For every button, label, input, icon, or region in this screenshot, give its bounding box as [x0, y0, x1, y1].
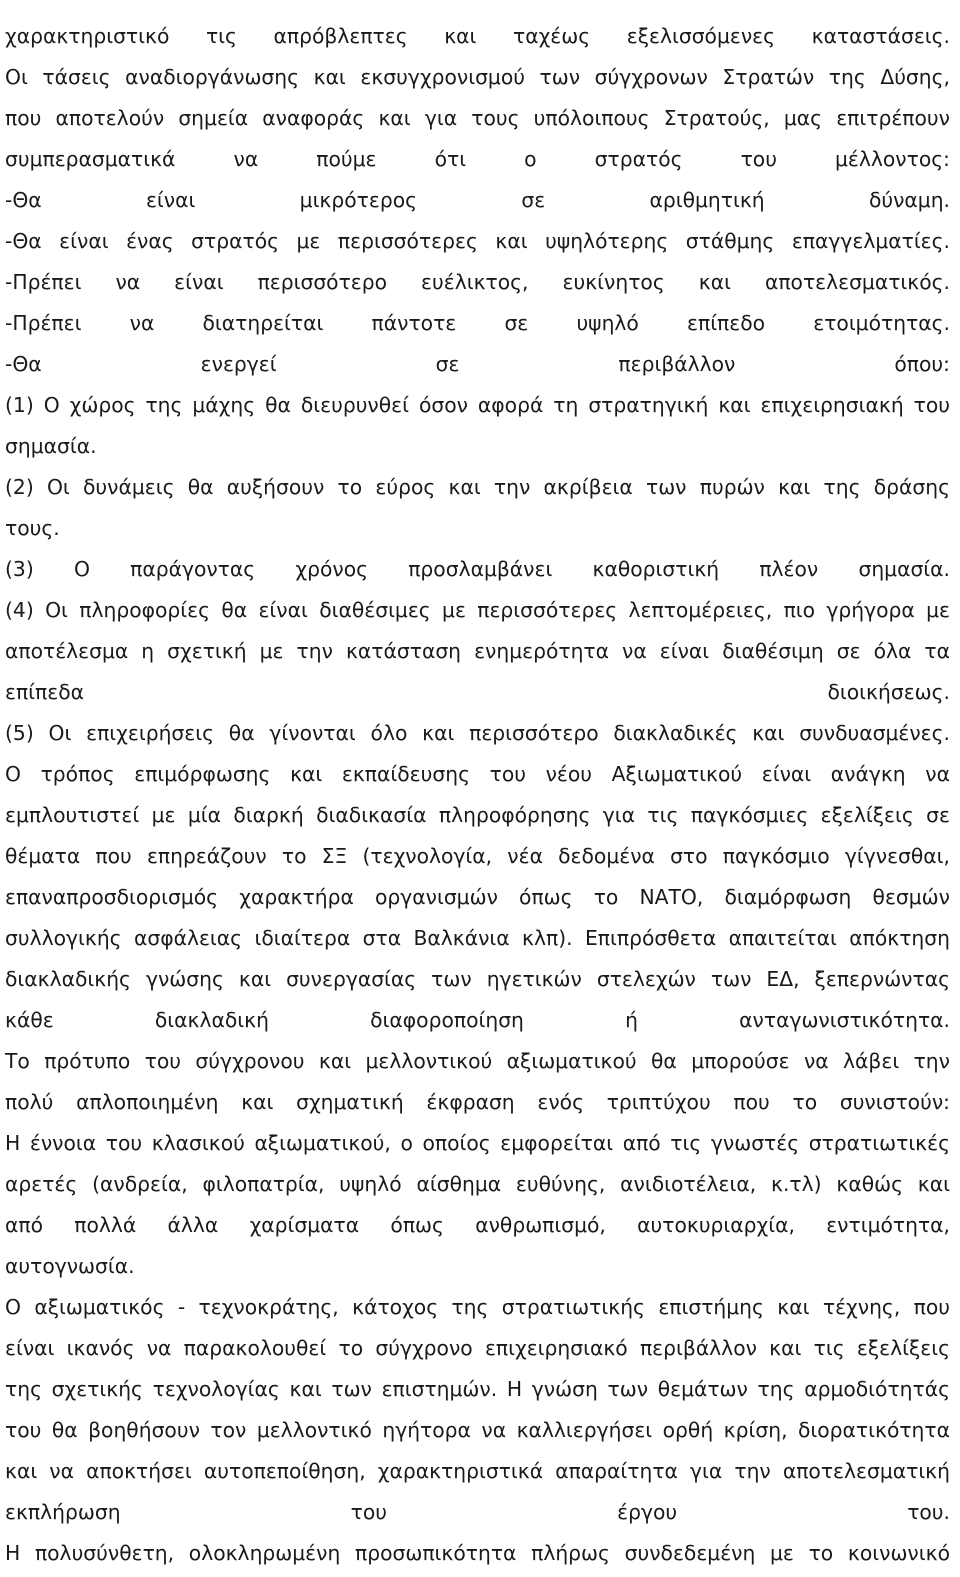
text-line: θέματα που επηρεάζουν το ΣΞ (τεχνολογία, νέα δεδομένα στο παγκόσμιο γίγνεσθαι,: [5, 844, 950, 868]
text-line: επαναπροσδιορισμός χαρακτήρα οργανισμών όπως το ΝΑΤΟ, διαμόρφωση θεσμών: [5, 885, 950, 909]
text-line: κάθε διακλαδική διαφοροποίηση ή ανταγωνιστικότητα.: [5, 1008, 950, 1032]
text-line: εμπλουτιστεί με μία διαρκή διαδικασία πληροφόρησης για τις παγκόσμιες εξελίξεις σε: [5, 803, 950, 827]
text-line: που αποτελούν σημεία αναφοράς και για τους υπόλοιπους Στρατούς, μας επιτρέπουν: [5, 106, 950, 130]
text-line: τους.: [5, 516, 60, 540]
text-line: (1) Ο χώρος της μάχης θα διευρυνθεί όσον αφορά τη στρατηγική και επιχειρησιακή του: [5, 393, 950, 417]
text-line: από πολλά άλλα χαρίσματα όπως ανθρωπισμό, αυτοκυριαρχία, εντιμότητα,: [5, 1213, 950, 1237]
text-line: Οι τάσεις αναδιοργάνωσης και εκσυγχρονισμού των σύγχρονων Στρατών της Δύσης,: [5, 65, 950, 89]
text-line: αποτέλεσμα η σχετική με την κατάσταση ενημερότητα να είναι διαθέσιμη σε όλα τα: [5, 639, 950, 663]
text-line: είναι ικανός να παρακολουθεί το σύγχρονο επιχειρησιακό περιβάλλον και τις εξελίξεις: [5, 1336, 950, 1360]
text-line: επίπεδα διοικήσεως.: [5, 680, 950, 704]
text-line: -Πρέπει να διατηρείται πάντοτε σε υψηλό επίπεδο ετοιμότητας.: [5, 311, 950, 335]
text-line: -Θα ενεργεί σε περιβάλλον όπου:: [5, 352, 950, 376]
text-line: συλλογικής ασφάλειας ιδιαίτερα στα Βαλκάνια κλπ). Επιπρόσθετα απαιτείται απόκτηση: [5, 926, 950, 950]
text-line: του θα βοηθήσουν τον μελλοντικό ηγήτορα να καλλιεργήσει ορθή κρίση, διορατικότητα: [5, 1418, 950, 1442]
text-line: της σχετικής τεχνολογίας και των επιστημών. Η γνώση των θεμάτων της αρμοδιότητάς: [5, 1377, 950, 1401]
text-line: Το πρότυπο του σύγχρονου και μελλοντικού αξιωματικού θα μπορούσε να λάβει την: [5, 1049, 950, 1073]
text-line: αυτογνωσία.: [5, 1254, 135, 1278]
text-line: χαρακτηριστικό τις απρόβλεπτες και ταχέως εξελισσόμενες καταστάσεις.: [5, 24, 950, 48]
text-line: Η έννοια του κλασικού αξιωματικού, ο οποίος εμφορείται από τις γνωστές στρατιωτικές: [5, 1131, 950, 1155]
text-line: πολύ απλοποιημένη και σχηματική έκφραση ενός τριπτύχου που το συνιστούν:: [5, 1090, 950, 1114]
text-line: Ο τρόπος επιμόρφωσης και εκπαίδευσης του νέου Αξιωματικού είναι ανάγκη να: [5, 762, 950, 786]
text-line: -Πρέπει να είναι περισσότερο ευέλικτος, ευκίνητος και αποτελεσματικός.: [5, 270, 950, 294]
document-page: [5, 16, 950, 1574]
text-line: διακλαδικής γνώσης και συνεργασίας των ηγετικών στελεχών των ΕΔ, ξεπερνώντας: [5, 967, 950, 991]
text-line: Ο αξιωματικός - τεχνοκράτης, κάτοχος της στρατιωτικής επιστήμης και τέχνης, που: [5, 1295, 950, 1319]
text-line: (2) Οι δυνάμεις θα αυξήσουν το εύρος και την ακρίβεια των πυρών και της δράσης: [5, 475, 950, 499]
text-line: σημασία.: [5, 434, 97, 458]
text-line: -Θα είναι ένας στρατός με περισσότερες και υψηλότερης στάθμης επαγγελματίες.: [5, 229, 950, 253]
text-line: εκπλήρωση του έργου του.: [5, 1500, 950, 1524]
text-line: συμπερασματικά να πούμε ότι ο στρατός του μέλλοντος:: [5, 147, 950, 171]
text-line: (3) Ο παράγοντας χρόνος προσλαμβάνει καθοριστική πλέον σημασία.: [5, 557, 950, 581]
text-line: Η πολυσύνθετη, ολοκληρωμένη προσωπικότητα πλήρως συνδεδεμένη με το κοινωνικό: [5, 1541, 950, 1565]
text-line: -Θα είναι μικρότερος σε αριθμητική δύναμη.: [5, 188, 950, 212]
text-line: (5) Οι επιχειρήσεις θα γίνονται όλο και περισσότερο διακλαδικές και συνδυασμένες.: [5, 721, 950, 745]
text-line: και να αποκτήσει αυτοπεποίθηση, χαρακτηριστικά απαραίτητα για την αποτελεσματική: [5, 1459, 950, 1483]
text-line: αρετές (ανδρεία, φιλοπατρία, υψηλό αίσθημα ευθύνης, ανιδιοτέλεια, κ.τλ) καθώς και: [5, 1172, 950, 1196]
text-line: (4) Οι πληροφορίες θα είναι διαθέσιμες με περισσότερες λεπτομέρειες, πιο γρήγορα με: [5, 598, 950, 622]
